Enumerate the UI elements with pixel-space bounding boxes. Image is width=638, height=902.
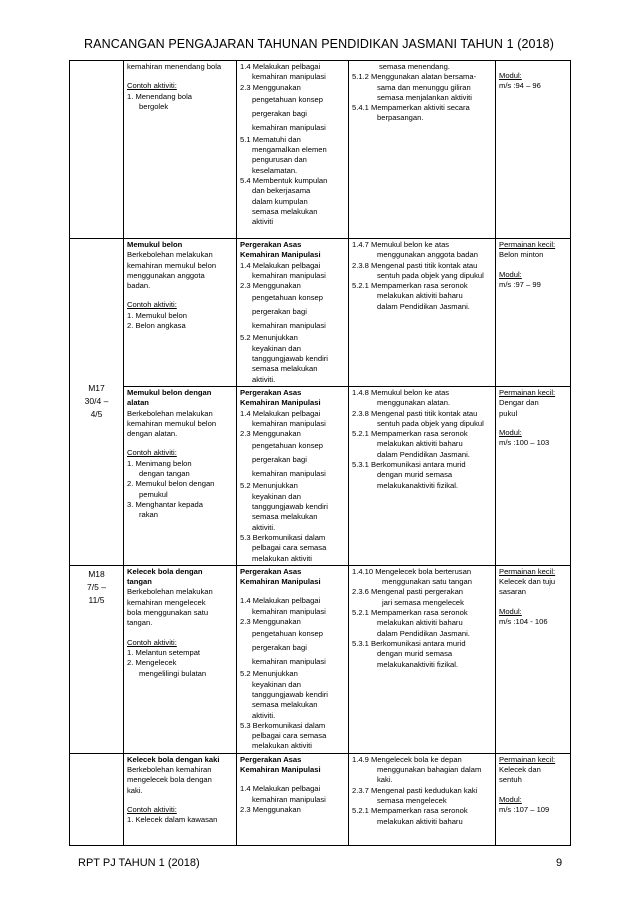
topic-cell: Kelecek bola dengan kaki Berkebolehan kemahiran mengelecek bola dengan kaki. Contoh aktiviti: 1. Kelecek dalam kawasan	[124, 753, 237, 845]
table-row	[70, 565, 571, 753]
notes-cell: Permainan kecil: Belon minton Modul: m/s :97 – 99	[496, 239, 571, 387]
notes-cell: Permainan kecil: Dengar dan pukul Modul: m/s :100 – 103	[496, 386, 571, 565]
table-row	[70, 386, 571, 565]
week-cell	[70, 753, 124, 845]
table-row	[70, 239, 571, 387]
week-cell: M17 30/4 – 4/5	[70, 239, 124, 566]
lesson-plan-table	[69, 60, 571, 846]
standards-cell: 1.4 Melakukan pelbagai kemahiran manipulasi 2.3 Menggunakan pengetahuan konsep pergerakan bagi kemahiran manipulasi 5.1 Mematuhi dan mengamalkan elemen pengurusan dan keselamatan. 5.4 Membentuk kumpulan dan bekerjasama dalam kumpulan semasa melakukan aktiviti	[237, 61, 349, 239]
footer-label: RPT PJ TAHUN 1 (2018)	[78, 857, 200, 869]
learning-cell: 1.4.8 Memukul belon ke atas menggunakan alatan. 2.3.8 Mengenal pasti titik kontak atau sentuh pada objek yang dipukul 5.2.1 Mempamerkan rasa seronok melakukan aktiviti baharu dalam Pendidikan Jasmani. 5.3.1 Berkomunikasi antara murid dengan murid semasa melakukanaktiviti fizikal.	[349, 386, 496, 565]
week-cell: M18 7/5 – 11/5	[70, 565, 124, 753]
standards-cell: Pergerakan Asas Kemahiran Manipulasi 1.4 Melakukan pelbagai kemahiran manipulasi 2.3 Menggunakan	[237, 753, 349, 845]
notes-cell: Permainan kecil: Kelecek dan sentuh Modul: m/s :107 – 109	[496, 753, 571, 845]
learning-cell: 1.4.7 Memukul belon ke atas menggunakan anggota badan 2.3.8 Mengenal pasti titik kontak atau sentuh pada objek yang dipukul 5.2.1 Mempamerkan rasa seronok melakukan aktiviti baharu dalam Pendidikan Jasmani.	[349, 239, 496, 387]
learning-cell: semasa menendang. 5.1.2 Menggunakan alatan bersama- sama dan menunggu giliran semasa menjalankan aktiviti 5.4.1 Mempamerkan aktiviti secara berpasangan.	[349, 61, 496, 239]
topic-cell: kemahiran menendang bola Contoh aktiviti: 1. Menendang bola bergolek	[124, 61, 237, 239]
topic-cell: Memukul belon dengan alatan Berkebolehan melakukan kemahiran memukul belon dengan alatan. Contoh aktiviti: 1. Menimang belon dengan tangan 2. Memukul belon dengan pemukul 3. Menghantar kepada rakan	[124, 386, 237, 565]
topic-cell: Memukul belon Berkebolehan melakukan kemahiran memukul belon menggunakan anggota badan. Contoh aktiviti: 1. Memukul belon 2. Belon angkasa	[124, 239, 237, 387]
table-row	[70, 753, 571, 845]
standards-cell: Pergerakan Asas Kemahiran Manipulasi 1.4 Melakukan pelbagai kemahiran manipulasi 2.3 Menggunakan pengetahuan konsep pergerakan bagi kemahiran manipulasi 5.2 Menunjukkan keyakinan dan tanggungjawab kendiri semasa melakukan aktiviti.	[237, 239, 349, 387]
notes-cell: Modul: m/s :94 – 96	[496, 61, 571, 239]
standards-cell: Pergerakan Asas Kemahiran Manipulasi 1.4 Melakukan pelbagai kemahiran manipulasi 2.3 Menggunakan pengetahuan konsep pergerakan bagi kemahiran manipulasi 5.2 Menunjukkan keyakinan dan tanggungjawab kendiri semasa melakukan aktiviti. 5.3 Berkomunikasi dalam pelbagai cara semasa melakukan aktiviti	[237, 565, 349, 753]
topic-cell: Kelecek bola dengan tangan Berkebolehan melakukan kemahiran mengelecek bola menggunakan satu tangan. Contoh aktiviti: 1. Melantun setempat 2. Mengelecek mengelilingi bulatan	[124, 565, 237, 753]
standards-cell: Pergerakan Asas Kemahiran Manipulasi 1.4 Melakukan pelbagai kemahiran manipulasi 2.3 Menggunakan pengetahuan konsep pergerakan bagi kemahiran manipulasi 5.2 Menunjukkan keyakinan dan tanggungjawab kendiri semasa melakukan aktiviti. 5.3 Berkomunikasi dalam pelbagai cara semasa melakukan aktiviti	[237, 386, 349, 565]
page-number: 9	[556, 857, 563, 869]
table-row	[70, 61, 571, 239]
learning-cell: 1.4.10 Mengelecek bola berterusan menggunakan satu tangan 2.3.6 Mengenal pasti pergerakan jari semasa mengelecek 5.2.1 Mempamerkan rasa seronok melakukan aktiviti baharu dalam Pendidikan Jasmani. 5.3.1 Berkomunikasi antara murid dengan murid semasa melakukanaktiviti fizikal.	[349, 565, 496, 753]
week-cell	[70, 61, 124, 239]
notes-cell: Permainan kecil: Kelecek dan tuju sasaran Modul: m/s :104 - 106	[496, 565, 571, 753]
page-title: RANCANGAN PENGAJARAN TAHUNAN PENDIDIKAN JASMANI TAHUN 1 (2018)	[84, 37, 554, 51]
learning-cell: 1.4.9 Mengelecek bola ke depan menggunakan bahagian dalam kaki. 2.3.7 Mengenal pasti kedudukan kaki semasa mengelecek 5.2.1 Mempamerkan rasa seronok melakukan aktiviti baharu	[349, 753, 496, 845]
